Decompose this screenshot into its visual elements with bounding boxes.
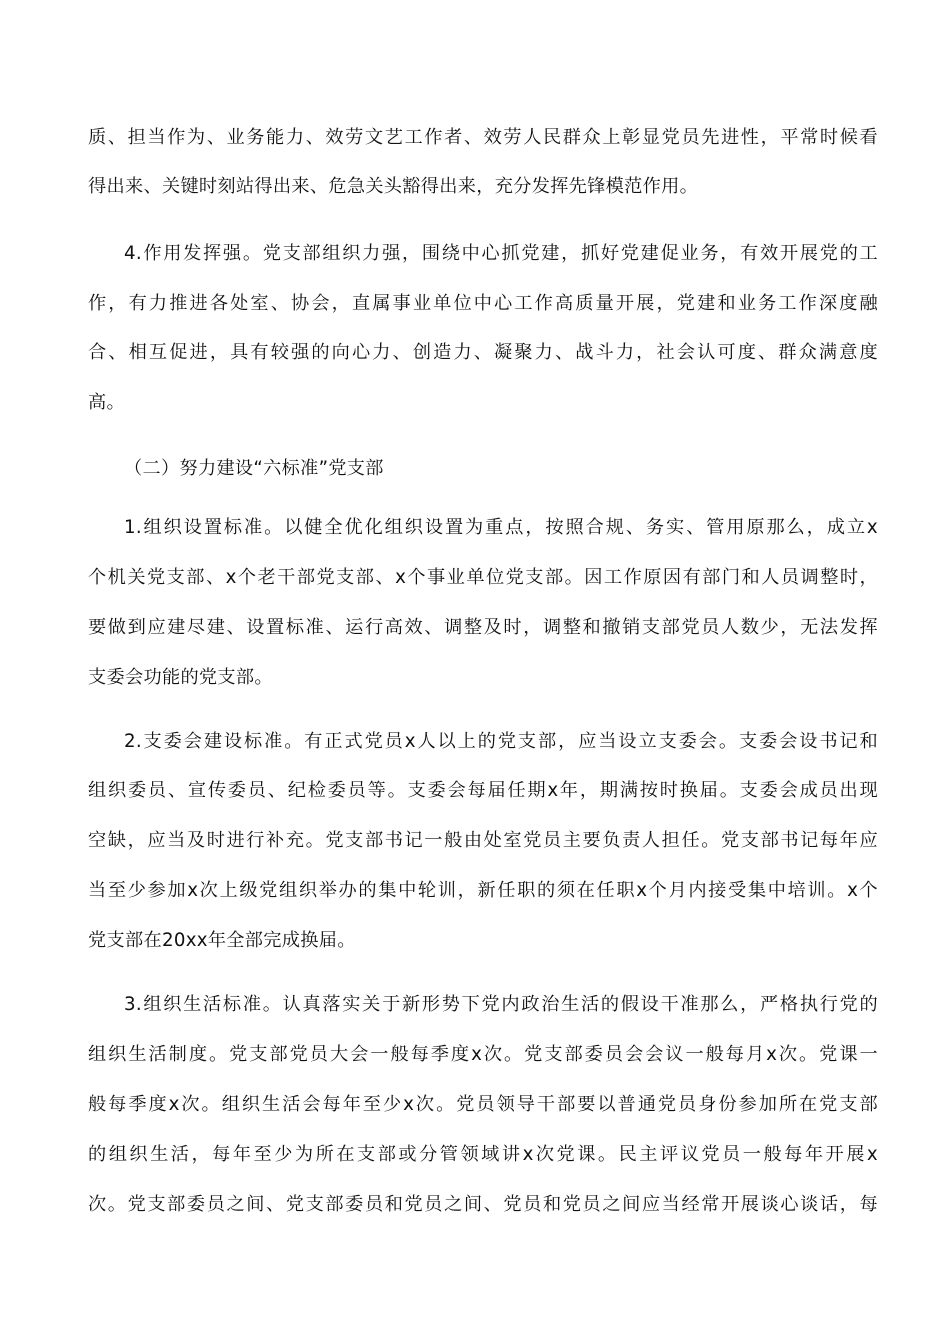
paragraph-line: 组织生活制度。党支部党员大会一般每季度x次。党支部委员会会议一般每月x次。党课一 [88, 1044, 878, 1065]
paragraph-line: 般每季度x次。组织生活会每年至少x次。党员领导干部要以普通党员身份参加所在党支部 [88, 1094, 878, 1115]
paragraph-line: 高。 [88, 392, 125, 413]
paragraph-line: 要做到应建尽建、设置标准、运行高效、调整及时，调整和撤销支部党员人数少，无法发挥 [88, 617, 878, 638]
paragraph-line: 支委会功能的党支部。 [88, 667, 273, 688]
paragraph-line: 组织委员、宣传委员、纪检委员等。支委会每届任期x年，期满按时换届。支委会成员出现 [88, 780, 878, 801]
paragraph-line: 次。党支部委员之间、党支部委员和党员之间、党员和党员之间应当经常开展谈心谈话，每 [88, 1194, 878, 1215]
paragraph-line: 的组织生活，每年至少为所在支部或分管领域讲x次党课。民主评议党员一般每年开展x [88, 1144, 878, 1165]
section-heading: （二）努力建设“六标准”党支部 [124, 458, 384, 479]
paragraph-line: 4.作用发挥强。党支部组织力强，围绕中心抓党建，抓好党建促业务，有效开展党的工 [124, 243, 878, 264]
paragraph-line: 党支部在20xx年全部完成换届。 [88, 930, 356, 951]
paragraph-line: 2.支委会建设标准。有正式党员x人以上的党支部，应当设立支委会。支委会设书记和 [124, 731, 878, 752]
paragraph-line: 1.组织设置标准。以健全优化组织设置为重点，按照合规、务实、管用原那么，成立x [124, 517, 878, 538]
paragraph-line: 个机关党支部、x个老干部党支部、x个事业单位党支部。因工作原因有部门和人员调整时， [88, 567, 878, 588]
paragraph-line: 3.组织生活标准。认真落实关于新形势下党内政治生活的假设干准那么，严格执行党的 [124, 994, 878, 1015]
paragraph-line: 质、担当作为、业务能力、效劳文艺工作者、效劳人民群众上彰显党员先进性，平常时候看 [88, 127, 878, 148]
paragraph-line: 合、相互促进，具有较强的向心力、创造力、凝聚力、战斗力，社会认可度、群众满意度 [88, 342, 878, 363]
paragraph-line: 空缺，应当及时进行补充。党支部书记一般由处室党员主要负责人担任。党支部书记每年应 [88, 830, 878, 851]
paragraph-line: 当至少参加x次上级党组织举办的集中轮训，新任职的须在任职x个月内接受集中培训。x个 [88, 880, 878, 901]
paragraph-line: 作，有力推进各处室、协会，直属事业单位中心工作高质量开展，党建和业务工作深度融 [88, 293, 878, 314]
paragraph-line: 得出来、关键时刻站得出来、危急关头豁得出来，充分发挥先锋模范作用。 [88, 176, 699, 197]
